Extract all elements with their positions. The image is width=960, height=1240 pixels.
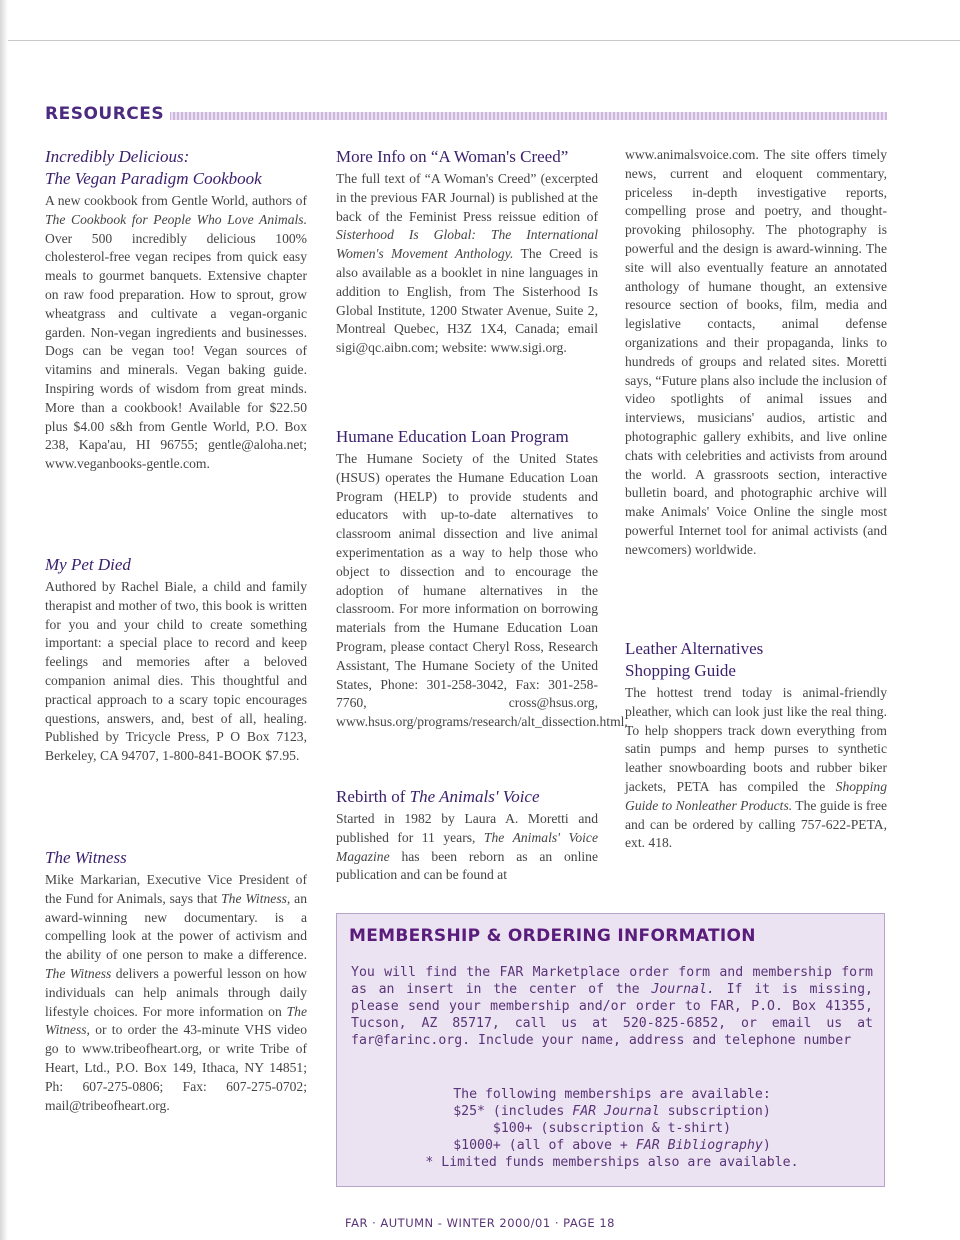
article-rebirth-animals-voice <box>336 786 598 885</box>
article-title-line2: The Vegan Paradigm Cookbook <box>45 169 262 188</box>
article-title: Humane Education Loan Program <box>336 427 569 446</box>
scan-top-edge <box>0 0 960 41</box>
section-title: RESOURCES <box>45 104 170 124</box>
article-title <box>45 146 307 190</box>
article-body: www.animalsvoice.com. The site offers timely news, current and eloquent commentary, priceless in-depth investigative reports, compelling prose and poetry, and thought-provoking philosophy. The photography is powerful and the design is award-winning. The site will also eventually feature an annotated anthology of humane thought, an extensive resource section of books, film, media and legislative contacts, animal defense organizations and their propaganda, links to hundreds of groups and related sites. Moretti says, “Future plans also include the inclusion of video spotlights of animal issues and interviews, musicians' audios, artistic and photographic gallery exhibits, and live online chats with celebrities and activists from around the world. A grassroots section, interactive bulletin board, and photographic archive will make Animals' Voice Online the single most powerful Internet tool for animal activists (and newcomers) worldwide. <box>625 147 887 557</box>
article-rebirth-continued <box>625 146 887 560</box>
section-header-rule <box>45 112 887 120</box>
article-body: The Humane Society of the United States (HSUS) operates the Humane Education Loan Program (HELP) to provide students and educators with up-to-date alternatives to classroom animal dissection and live animal experimentation as a way to help those who object to dissection and to encourage the adoption of humane alternatives in the classroom. For more information on borrowing materials from the Humane Education Loan Program, please contact Cheryl Ross, Research Assistant, The Humane Society of the United States, Phone: 301-258-3042, Fax: 301-258-7760, cross@hsus.org, www.hsus.org/programs/research/alt_dissection.html. <box>336 451 628 730</box>
article-title-line1: Incredibly Delicious: <box>45 147 190 166</box>
article-body: Mike Markarian, Executive Vice President of the Fund for Animals, says that The Witness, an award-winning new documentary. is a compelling look at the power of activism and the ability of one person to make a difference. The Witness delivers a powerful lesson on how individuals can help animals through daily lifestyle choices. For more information on The Witness, or to order the 43-minute VHS video go to www.tribeofheart.org, or write Tribe of Heart, Ltd., P.O. Box 149, Ithaca, NY 14851; Ph: 607-275-0806; Fax: 607-275-0702; mail@tribeofheart.org. <box>45 872 308 1113</box>
page-footer: FAR · AUTUMN - WINTER 2000/01 · PAGE 18 <box>345 1216 615 1230</box>
article-womans-creed <box>336 146 598 358</box>
membership-tiers <box>351 1086 873 1171</box>
article-body: Started in 1982 by Laura A. Moretti and published for 11 years, The Animals' Voice Magazine has been reborn as an online publication and can be found at <box>336 811 598 883</box>
membership-tier-25: $25* (includes FAR Journal subscription) <box>453 1104 771 1119</box>
membership-title: MEMBERSHIP & ORDERING INFORMATION <box>349 926 756 946</box>
membership-list-intro: The following memberships are available: <box>453 1087 771 1102</box>
article-my-pet-died <box>45 554 307 766</box>
article-title: Leather Alternatives Shopping Guide <box>625 639 764 680</box>
membership-body: You will find the FAR Marketplace order form and membership form as an insert in the center of the Journal. If it is missing, please send your membership and/or order to FAR, P.O. Box 41355, Tucson, AZ 85717, call us at 520-825-6852, or email us at far@farinc.org. Include your name, address and telephone number <box>351 965 873 1048</box>
membership-tier-1000: $1000+ (all of above + FAR Bibliography) <box>453 1138 771 1153</box>
article-leather-alternatives <box>625 638 887 853</box>
article-title: Rebirth of The Animals' Voice <box>336 787 540 806</box>
scan-left-edge <box>0 0 8 1240</box>
article-body: The full text of “A Woman's Creed” (excerpted in the previous FAR Journal) is published at the back of the Feminist Press reissue edition of Sisterhood Is Global: The International Women's Movement Anthology. The Creed is also available as a booklet in nine languages in addition to English, from The Sisterhood Is Global Institute, 1200 Stwater Avenue, Suite 2, Montreal Quebec, H3Z 1X4, Canada; email sigi@qc.aibn.com; website: www.sigi.org. <box>336 171 599 356</box>
book-title: The Cookbook for People Who Love Animals. <box>45 211 307 227</box>
article-title: The Witness <box>45 848 127 867</box>
membership-tier-100: $100+ (subscription & t-shirt) <box>492 1121 732 1136</box>
article-humane-education-loan <box>336 426 628 732</box>
article-the-witness <box>45 847 307 1115</box>
article-title: More Info on “A Woman's Creed” <box>336 147 569 166</box>
membership-info-box <box>336 913 885 1187</box>
section-header <box>45 104 887 124</box>
article-vegan-cookbook <box>45 146 307 474</box>
article-title: My Pet Died <box>45 555 131 574</box>
article-body: The hottest trend today is animal-friendly pleather, which can look just like the real thing. To help shoppers track down everything from satin pumps and hemp purses to synthetic leather snowboarding boots and rubber biker jackets, PETA has compiled the Shopping Guide to Nonleather Products. The guide is free and can be ordered by calling 757-622-PETA, ext. 418. <box>625 685 888 851</box>
article-body: Authored by Rachel Biale, a child and family therapist and mother of two, this book is written for you and your child to create something important: a special place to record and keep feelings and memories after a beloved companion animal dies. This thoughtful and practical approach to a scary topic encourages questions, answers, and, best of all, healing. Published by Tricycle Press, P O Box 7123, Berkeley, CA 94707, 1-800-841-BOOK $7.95. <box>45 579 307 764</box>
article-body: A new cookbook from Gentle World, authors of The Cookbook for People Who Love Animals. Over 500 incredibly delicious 100% cholesterol-free vegan recipes from quick easy meals to gourmet banquets. Extensive chapter on raw food preparation. How to sprout, grow wheatgrass and cultivate a vegan-organic garden. Non-vegan ingredients and businesses. Dogs can be vegan too! Vegan sources of vitamins and minerals. Vegan baking guide. Inspiring words of wisdom from great minds. More than a cookbook! Available for $22.50 plus $4.00 s&h from Gentle World, P.O. Box 238, Kapa'au, HI 96755; gentle@aloha.net; www.veganbooks-gentle.com. <box>45 193 307 472</box>
membership-footnote: * Limited funds memberships also are available. <box>425 1155 799 1170</box>
